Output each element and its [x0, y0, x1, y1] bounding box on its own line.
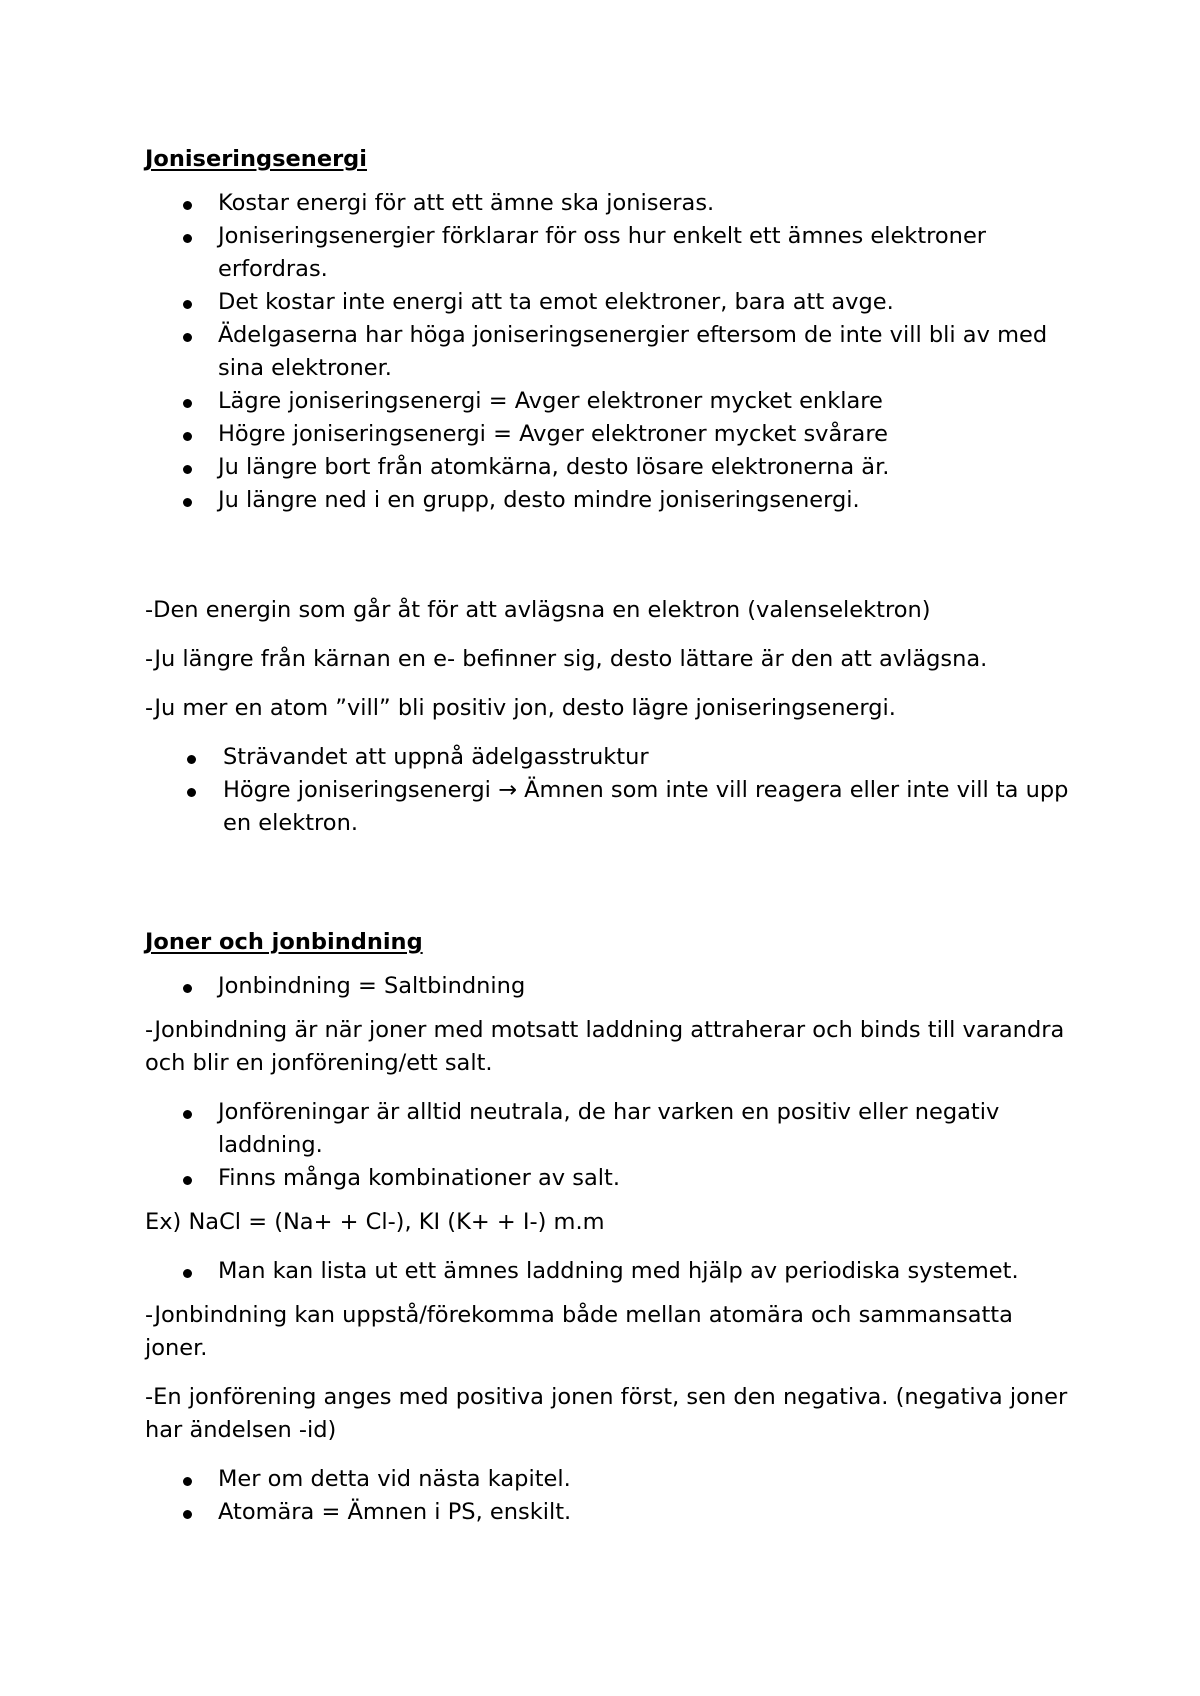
- bullet-icon: [183, 1269, 192, 1278]
- list-item: [145, 451, 1075, 484]
- document-page: [145, 143, 1075, 1540]
- list-item: [145, 418, 1075, 451]
- bullet-icon: [183, 432, 192, 441]
- list-item-text: Kostar energi för att ett ämne ska joniseras.: [218, 190, 715, 216]
- bullet-list: [145, 1096, 1075, 1195]
- list-item: [145, 1463, 1075, 1496]
- list-item: [145, 1096, 1075, 1162]
- list-item-text: Mer om detta vid nästa kapitel.: [218, 1466, 571, 1492]
- bullet-icon: [183, 234, 192, 243]
- list-item-text: Det kostar inte energi att ta emot elektroner, bara att avge.: [218, 289, 894, 315]
- bullet-icon: [183, 498, 192, 507]
- bullet-list: [145, 741, 1075, 840]
- list-item-text: Jonföreningar är alltid neutrala, de har varken en positiv eller negativ laddning.: [218, 1099, 1000, 1158]
- list-item: [145, 484, 1075, 517]
- paragraph: -Den energin som går åt för att avlägsna en elektron (valenselektron): [145, 597, 931, 623]
- spacer: [145, 528, 1075, 594]
- list-item: [145, 774, 1075, 840]
- section-heading-joniseringsenergi: Joniseringsenergi: [145, 146, 367, 172]
- example-paragraph: Ex) NaCl = (Na+ + Cl-), KI (K+ + I-) m.m: [145, 1209, 605, 1235]
- bullet-icon: [183, 465, 192, 474]
- list-item-text: Atomära = Ämnen i PS, enskilt.: [218, 1499, 572, 1525]
- bullet-icon: [183, 333, 192, 342]
- bullet-icon: [183, 984, 192, 993]
- bullet-icon: [183, 1510, 192, 1519]
- list-item-text: Ju längre bort från atomkärna, desto lösare elektronerna är.: [218, 454, 890, 480]
- list-item-text: Lägre joniseringsenergi = Avger elektroner mycket enklare: [218, 388, 883, 414]
- bullet-icon: [183, 300, 192, 309]
- list-item-text: Högre joniseringsenergi = Avger elektroner mycket svårare: [218, 421, 888, 447]
- paragraph: -Jonbindning är när joner med motsatt laddning attraherar och binds till varandra och blir en jonförening/ett salt.: [145, 1017, 1065, 1076]
- bullet-icon: [183, 201, 192, 210]
- paragraph: -Jonbindning kan uppstå/förekomma både mellan atomära och sammansatta joner.: [145, 1302, 1013, 1361]
- list-item-text: Ädelgaserna har höga joniseringsenergier eftersom de inte vill bli av med sina elektroner.: [218, 322, 1048, 381]
- bullet-list: [145, 187, 1075, 517]
- bullet-list: [145, 1255, 1075, 1288]
- list-item: [145, 187, 1075, 220]
- bullet-icon: [187, 788, 196, 797]
- paragraph: -Ju längre från kärnan en e- befinner sig, desto lättare är den att avlägsna.: [145, 646, 988, 672]
- list-item: [145, 1496, 1075, 1529]
- section-heading-joner-och-jonbindning: Joner och jonbindning: [145, 929, 423, 955]
- list-item: [145, 319, 1075, 385]
- bullet-icon: [183, 1110, 192, 1119]
- list-item-text: Man kan lista ut ett ämnes laddning med hjälp av periodiska systemet.: [218, 1258, 1019, 1284]
- bullet-list: [145, 970, 1075, 1003]
- list-item-text: Finns många kombinationer av salt.: [218, 1165, 620, 1191]
- list-item: [145, 741, 1075, 774]
- list-item-text: Högre joniseringsenergi → Ämnen som inte vill reagera eller inte vill ta upp en elektron.: [223, 777, 1069, 836]
- list-item: [145, 1255, 1075, 1288]
- bullet-icon: [183, 399, 192, 408]
- list-item-text: Joniseringsenergier förklarar för oss hur enkelt ett ämnes elektroner erfordras.: [218, 223, 987, 282]
- paragraph: -Ju mer en atom ”vill” bli positiv jon, desto lägre joniseringsenergi.: [145, 695, 896, 721]
- list-item: [145, 385, 1075, 418]
- list-item: [145, 1162, 1075, 1195]
- list-item-text: Ju längre ned i en grupp, desto mindre joniseringsenergi.: [218, 487, 860, 513]
- bullet-icon: [183, 1176, 192, 1185]
- bullet-list: [145, 1463, 1075, 1529]
- list-item-text: Strävandet att uppnå ädelgasstruktur: [223, 744, 649, 770]
- list-item: [145, 286, 1075, 319]
- list-item: [145, 220, 1075, 286]
- spacer: [145, 851, 1075, 926]
- section-heading-wrapper: [145, 926, 1075, 959]
- list-item: [145, 970, 1075, 1003]
- section-heading-wrapper: [145, 143, 1075, 176]
- bullet-icon: [183, 1477, 192, 1486]
- bullet-icon: [187, 755, 196, 764]
- list-item-text: Jonbindning = Saltbindning: [218, 973, 526, 999]
- paragraph: -En jonförening anges med positiva jonen först, sen den negativa. (negativa joner har ändelsen -id): [145, 1384, 1068, 1443]
